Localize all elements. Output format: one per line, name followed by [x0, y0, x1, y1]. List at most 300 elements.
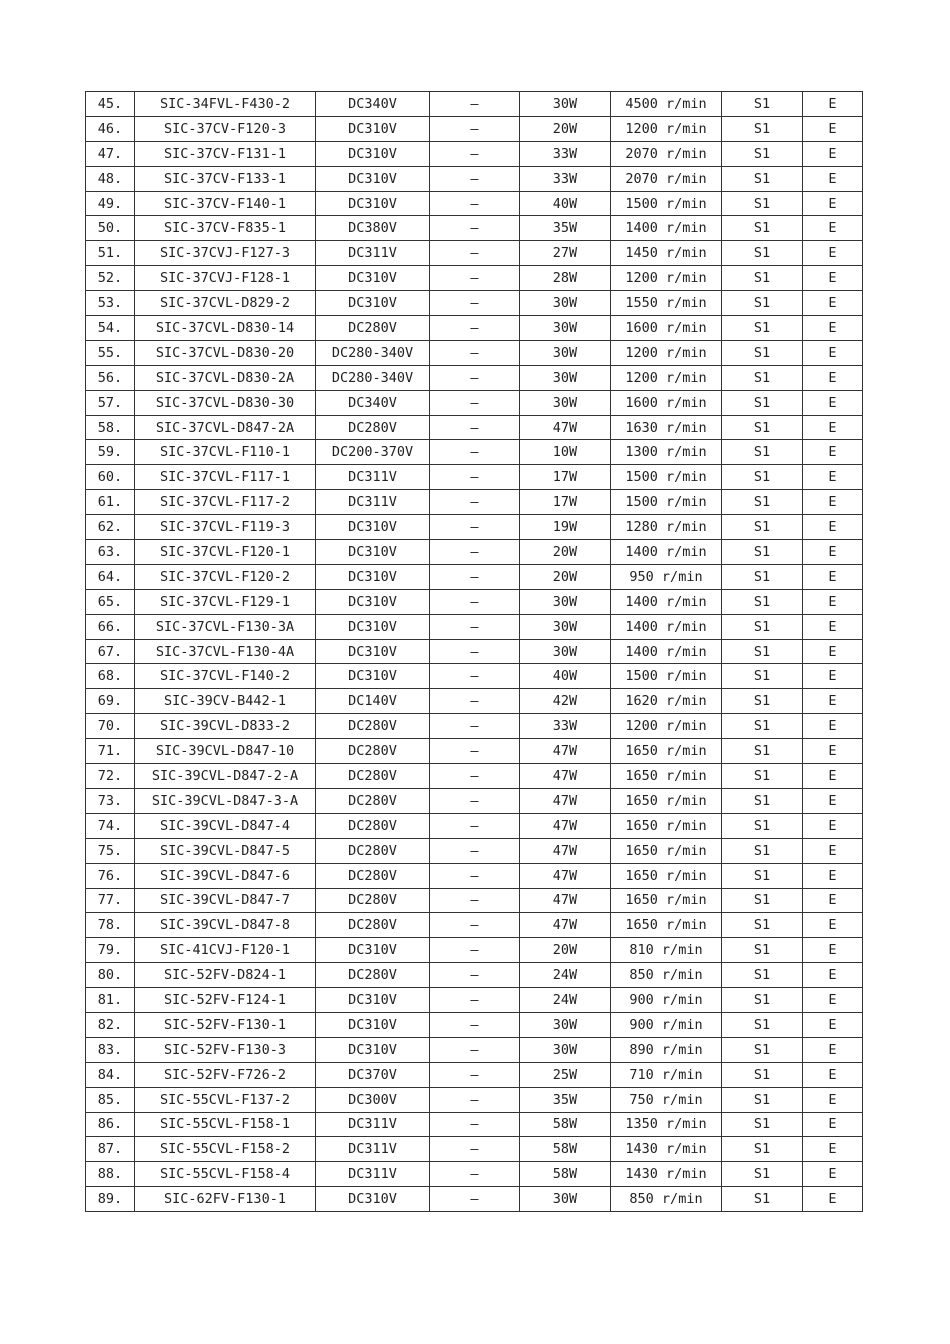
insulation-class-cell: E — [803, 390, 863, 415]
speed-cell: 900 r/min — [611, 988, 722, 1013]
blank-field-cell: — — [430, 291, 520, 316]
insulation-class-cell: E — [803, 340, 863, 365]
voltage-cell: DC380V — [316, 216, 430, 241]
duty-type-cell: S1 — [722, 340, 803, 365]
duty-type-cell: S1 — [722, 913, 803, 938]
table-row — [86, 1187, 863, 1212]
table-row — [86, 216, 863, 241]
model-name-cell: SIC-39CVL-D847-3-A — [135, 788, 316, 813]
blank-field-cell: — — [430, 639, 520, 664]
duty-type-cell: S1 — [722, 1037, 803, 1062]
model-name-cell: SIC-34FVL-F430-2 — [135, 92, 316, 117]
blank-field-cell: — — [430, 465, 520, 490]
speed-cell: 1650 r/min — [611, 888, 722, 913]
power-cell: 17W — [520, 490, 611, 515]
insulation-class-cell: E — [803, 838, 863, 863]
power-cell: 47W — [520, 813, 611, 838]
model-name-cell: SIC-37CVL-F117-2 — [135, 490, 316, 515]
insulation-class-cell: E — [803, 564, 863, 589]
model-name-cell: SIC-37CVL-F119-3 — [135, 515, 316, 540]
model-name-cell: SIC-37CVL-F120-2 — [135, 564, 316, 589]
duty-type-cell: S1 — [722, 540, 803, 565]
blank-field-cell: — — [430, 1012, 520, 1037]
row-number-cell: 49. — [86, 191, 135, 216]
voltage-cell: DC311V — [316, 490, 430, 515]
power-cell: 35W — [520, 216, 611, 241]
speed-cell: 1400 r/min — [611, 614, 722, 639]
model-name-cell: SIC-37CVJ-F127-3 — [135, 241, 316, 266]
insulation-class-cell: E — [803, 988, 863, 1013]
blank-field-cell: — — [430, 515, 520, 540]
duty-type-cell: S1 — [722, 490, 803, 515]
insulation-class-cell: E — [803, 515, 863, 540]
model-name-cell: SIC-39CV-B442-1 — [135, 689, 316, 714]
speed-cell: 1650 r/min — [611, 913, 722, 938]
insulation-class-cell: E — [803, 415, 863, 440]
blank-field-cell: — — [430, 963, 520, 988]
blank-field-cell: — — [430, 1087, 520, 1112]
voltage-cell: DC300V — [316, 1087, 430, 1112]
model-name-cell: SIC-37CVL-F130-4A — [135, 639, 316, 664]
speed-cell: 1450 r/min — [611, 241, 722, 266]
speed-cell: 890 r/min — [611, 1037, 722, 1062]
model-name-cell: SIC-37CVL-F120-1 — [135, 540, 316, 565]
insulation-class-cell: E — [803, 92, 863, 117]
duty-type-cell: S1 — [722, 739, 803, 764]
insulation-class-cell: E — [803, 589, 863, 614]
blank-field-cell: — — [430, 764, 520, 789]
row-number-cell: 69. — [86, 689, 135, 714]
power-cell: 20W — [520, 564, 611, 589]
insulation-class-cell: E — [803, 888, 863, 913]
row-number-cell: 68. — [86, 664, 135, 689]
table-row — [86, 739, 863, 764]
voltage-cell: DC280V — [316, 714, 430, 739]
row-number-cell: 72. — [86, 764, 135, 789]
voltage-cell: DC311V — [316, 1137, 430, 1162]
voltage-cell: DC310V — [316, 614, 430, 639]
insulation-class-cell: E — [803, 365, 863, 390]
insulation-class-cell: E — [803, 241, 863, 266]
row-number-cell: 86. — [86, 1112, 135, 1137]
blank-field-cell: — — [430, 888, 520, 913]
speed-cell: 1620 r/min — [611, 689, 722, 714]
speed-cell: 1200 r/min — [611, 266, 722, 291]
row-number-cell: 46. — [86, 116, 135, 141]
speed-cell: 850 r/min — [611, 963, 722, 988]
power-cell: 30W — [520, 639, 611, 664]
blank-field-cell: — — [430, 988, 520, 1013]
table-row — [86, 764, 863, 789]
table-row — [86, 166, 863, 191]
table-row — [86, 913, 863, 938]
row-number-cell: 65. — [86, 589, 135, 614]
table-row — [86, 1062, 863, 1087]
blank-field-cell: — — [430, 365, 520, 390]
power-cell: 47W — [520, 764, 611, 789]
row-number-cell: 79. — [86, 938, 135, 963]
blank-field-cell: — — [430, 540, 520, 565]
blank-field-cell: — — [430, 913, 520, 938]
row-number-cell: 52. — [86, 266, 135, 291]
voltage-cell: DC310V — [316, 191, 430, 216]
blank-field-cell: — — [430, 1162, 520, 1187]
speed-cell: 1200 r/min — [611, 340, 722, 365]
duty-type-cell: S1 — [722, 564, 803, 589]
row-number-cell: 50. — [86, 216, 135, 241]
power-cell: 58W — [520, 1162, 611, 1187]
speed-cell: 750 r/min — [611, 1087, 722, 1112]
power-cell: 47W — [520, 838, 611, 863]
insulation-class-cell: E — [803, 1187, 863, 1212]
table-row — [86, 390, 863, 415]
table-row — [86, 490, 863, 515]
speed-cell: 1600 r/min — [611, 316, 722, 341]
voltage-cell: DC310V — [316, 116, 430, 141]
insulation-class-cell: E — [803, 788, 863, 813]
voltage-cell: DC311V — [316, 1162, 430, 1187]
model-name-cell: SIC-37CVL-D830-2A — [135, 365, 316, 390]
table-row — [86, 415, 863, 440]
insulation-class-cell: E — [803, 1112, 863, 1137]
model-name-cell: SIC-52FV-F726-2 — [135, 1062, 316, 1087]
row-number-cell: 60. — [86, 465, 135, 490]
row-number-cell: 81. — [86, 988, 135, 1013]
row-number-cell: 82. — [86, 1012, 135, 1037]
speed-cell: 1400 r/min — [611, 639, 722, 664]
power-cell: 30W — [520, 92, 611, 117]
row-number-cell: 83. — [86, 1037, 135, 1062]
power-cell: 25W — [520, 1062, 611, 1087]
row-number-cell: 59. — [86, 440, 135, 465]
duty-type-cell: S1 — [722, 1012, 803, 1037]
row-number-cell: 88. — [86, 1162, 135, 1187]
voltage-cell: DC370V — [316, 1062, 430, 1087]
duty-type-cell: S1 — [722, 1087, 803, 1112]
duty-type-cell: S1 — [722, 440, 803, 465]
insulation-class-cell: E — [803, 938, 863, 963]
insulation-class-cell: E — [803, 116, 863, 141]
row-number-cell: 85. — [86, 1087, 135, 1112]
voltage-cell: DC310V — [316, 1012, 430, 1037]
duty-type-cell: S1 — [722, 639, 803, 664]
model-name-cell: SIC-39CVL-D847-4 — [135, 813, 316, 838]
table-row — [86, 689, 863, 714]
power-cell: 30W — [520, 589, 611, 614]
duty-type-cell: S1 — [722, 415, 803, 440]
table-row — [86, 291, 863, 316]
insulation-class-cell: E — [803, 166, 863, 191]
duty-type-cell: S1 — [722, 664, 803, 689]
model-name-cell: SIC-52FV-F124-1 — [135, 988, 316, 1013]
duty-type-cell: S1 — [722, 813, 803, 838]
model-name-cell: SIC-37CVL-F130-3A — [135, 614, 316, 639]
voltage-cell: DC280V — [316, 963, 430, 988]
table-row — [86, 92, 863, 117]
speed-cell: 1280 r/min — [611, 515, 722, 540]
voltage-cell: DC280V — [316, 415, 430, 440]
row-number-cell: 76. — [86, 863, 135, 888]
power-cell: 30W — [520, 365, 611, 390]
model-name-cell: SIC-52FV-D824-1 — [135, 963, 316, 988]
voltage-cell: DC340V — [316, 92, 430, 117]
voltage-cell: DC310V — [316, 1037, 430, 1062]
duty-type-cell: S1 — [722, 515, 803, 540]
speed-cell: 1650 r/min — [611, 813, 722, 838]
duty-type-cell: S1 — [722, 764, 803, 789]
power-cell: 28W — [520, 266, 611, 291]
duty-type-cell: S1 — [722, 1162, 803, 1187]
speed-cell: 1200 r/min — [611, 116, 722, 141]
speed-cell: 1650 r/min — [611, 838, 722, 863]
speed-cell: 1300 r/min — [611, 440, 722, 465]
duty-type-cell: S1 — [722, 888, 803, 913]
model-name-cell: SIC-39CVL-D847-2-A — [135, 764, 316, 789]
insulation-class-cell: E — [803, 714, 863, 739]
blank-field-cell: — — [430, 1137, 520, 1162]
blank-field-cell: — — [430, 1037, 520, 1062]
speed-cell: 1400 r/min — [611, 216, 722, 241]
speed-cell: 1350 r/min — [611, 1112, 722, 1137]
duty-type-cell: S1 — [722, 116, 803, 141]
blank-field-cell: — — [430, 390, 520, 415]
row-number-cell: 51. — [86, 241, 135, 266]
power-cell: 42W — [520, 689, 611, 714]
voltage-cell: DC311V — [316, 1112, 430, 1137]
model-name-cell: SIC-39CVL-D847-8 — [135, 913, 316, 938]
power-cell: 30W — [520, 390, 611, 415]
duty-type-cell: S1 — [722, 938, 803, 963]
duty-type-cell: S1 — [722, 266, 803, 291]
voltage-cell: DC310V — [316, 166, 430, 191]
duty-type-cell: S1 — [722, 465, 803, 490]
row-number-cell: 56. — [86, 365, 135, 390]
table-row — [86, 988, 863, 1013]
blank-field-cell: — — [430, 863, 520, 888]
duty-type-cell: S1 — [722, 689, 803, 714]
blank-field-cell: — — [430, 92, 520, 117]
table-body — [86, 92, 863, 1212]
insulation-class-cell: E — [803, 764, 863, 789]
voltage-cell: DC140V — [316, 689, 430, 714]
voltage-cell: DC280V — [316, 863, 430, 888]
blank-field-cell: — — [430, 564, 520, 589]
model-name-cell: SIC-37CV-F133-1 — [135, 166, 316, 191]
row-number-cell: 64. — [86, 564, 135, 589]
voltage-cell: DC340V — [316, 390, 430, 415]
blank-field-cell: — — [430, 241, 520, 266]
power-cell: 47W — [520, 788, 611, 813]
table-row — [86, 1137, 863, 1162]
row-number-cell: 48. — [86, 166, 135, 191]
blank-field-cell: — — [430, 490, 520, 515]
voltage-cell: DC310V — [316, 515, 430, 540]
row-number-cell: 87. — [86, 1137, 135, 1162]
speed-cell: 1600 r/min — [611, 390, 722, 415]
insulation-class-cell: E — [803, 1137, 863, 1162]
insulation-class-cell: E — [803, 1087, 863, 1112]
blank-field-cell: — — [430, 191, 520, 216]
model-name-cell: SIC-39CVL-D833-2 — [135, 714, 316, 739]
voltage-cell: DC280V — [316, 788, 430, 813]
duty-type-cell: S1 — [722, 216, 803, 241]
power-cell: 35W — [520, 1087, 611, 1112]
voltage-cell: DC311V — [316, 465, 430, 490]
model-name-cell: SIC-37CVL-F140-2 — [135, 664, 316, 689]
table-row — [86, 1112, 863, 1137]
power-cell: 30W — [520, 1012, 611, 1037]
row-number-cell: 62. — [86, 515, 135, 540]
table-row — [86, 589, 863, 614]
table-row — [86, 639, 863, 664]
blank-field-cell: — — [430, 440, 520, 465]
model-name-cell: SIC-55CVL-F158-1 — [135, 1112, 316, 1137]
voltage-cell: DC310V — [316, 141, 430, 166]
voltage-cell: DC280V — [316, 764, 430, 789]
duty-type-cell: S1 — [722, 714, 803, 739]
duty-type-cell: S1 — [722, 788, 803, 813]
row-number-cell: 66. — [86, 614, 135, 639]
row-number-cell: 53. — [86, 291, 135, 316]
row-number-cell: 74. — [86, 813, 135, 838]
power-cell: 24W — [520, 963, 611, 988]
insulation-class-cell: E — [803, 141, 863, 166]
speed-cell: 710 r/min — [611, 1062, 722, 1087]
table-row — [86, 1087, 863, 1112]
table-row — [86, 116, 863, 141]
row-number-cell: 61. — [86, 490, 135, 515]
model-name-cell: SIC-37CVL-F129-1 — [135, 589, 316, 614]
power-cell: 20W — [520, 540, 611, 565]
table-row — [86, 938, 863, 963]
model-name-cell: SIC-55CVL-F158-4 — [135, 1162, 316, 1187]
model-name-cell: SIC-41CVJ-F120-1 — [135, 938, 316, 963]
row-number-cell: 89. — [86, 1187, 135, 1212]
model-name-cell: SIC-37CVL-F117-1 — [135, 465, 316, 490]
duty-type-cell: S1 — [722, 141, 803, 166]
power-cell: 47W — [520, 888, 611, 913]
speed-cell: 1500 r/min — [611, 191, 722, 216]
table-row — [86, 564, 863, 589]
table-row — [86, 664, 863, 689]
table-row — [86, 540, 863, 565]
voltage-cell: DC280V — [316, 316, 430, 341]
power-cell: 24W — [520, 988, 611, 1013]
power-cell: 33W — [520, 714, 611, 739]
speed-cell: 850 r/min — [611, 1187, 722, 1212]
speed-cell: 1650 r/min — [611, 788, 722, 813]
table-row — [86, 714, 863, 739]
speed-cell: 1430 r/min — [611, 1137, 722, 1162]
insulation-class-cell: E — [803, 689, 863, 714]
blank-field-cell: — — [430, 614, 520, 639]
blank-field-cell: — — [430, 116, 520, 141]
model-name-cell: SIC-37CVL-D830-20 — [135, 340, 316, 365]
insulation-class-cell: E — [803, 540, 863, 565]
model-name-cell: SIC-37CV-F131-1 — [135, 141, 316, 166]
blank-field-cell: — — [430, 689, 520, 714]
table-row — [86, 340, 863, 365]
speed-cell: 1200 r/min — [611, 365, 722, 390]
power-cell: 33W — [520, 141, 611, 166]
row-number-cell: 84. — [86, 1062, 135, 1087]
insulation-class-cell: E — [803, 291, 863, 316]
model-name-cell: SIC-37CVL-D847-2A — [135, 415, 316, 440]
voltage-cell: DC280V — [316, 838, 430, 863]
row-number-cell: 45. — [86, 92, 135, 117]
speed-cell: 2070 r/min — [611, 166, 722, 191]
model-name-cell: SIC-37CVL-D830-14 — [135, 316, 316, 341]
duty-type-cell: S1 — [722, 1187, 803, 1212]
voltage-cell: DC280V — [316, 739, 430, 764]
voltage-cell: DC280-340V — [316, 365, 430, 390]
blank-field-cell: — — [430, 1187, 520, 1212]
row-number-cell: 54. — [86, 316, 135, 341]
row-number-cell: 73. — [86, 788, 135, 813]
power-cell: 47W — [520, 739, 611, 764]
speed-cell: 810 r/min — [611, 938, 722, 963]
row-number-cell: 78. — [86, 913, 135, 938]
duty-type-cell: S1 — [722, 838, 803, 863]
row-number-cell: 75. — [86, 838, 135, 863]
table-row — [86, 440, 863, 465]
blank-field-cell: — — [430, 316, 520, 341]
model-name-cell: SIC-39CVL-D847-5 — [135, 838, 316, 863]
insulation-class-cell: E — [803, 490, 863, 515]
model-name-cell: SIC-37CVL-D830-30 — [135, 390, 316, 415]
insulation-class-cell: E — [803, 639, 863, 664]
row-number-cell: 58. — [86, 415, 135, 440]
row-number-cell: 80. — [86, 963, 135, 988]
row-number-cell: 47. — [86, 141, 135, 166]
model-name-cell: SIC-39CVL-D847-7 — [135, 888, 316, 913]
power-cell: 30W — [520, 614, 611, 639]
insulation-class-cell: E — [803, 266, 863, 291]
insulation-class-cell: E — [803, 191, 863, 216]
duty-type-cell: S1 — [722, 1137, 803, 1162]
voltage-cell: DC310V — [316, 1187, 430, 1212]
table-row — [86, 838, 863, 863]
table-row — [86, 191, 863, 216]
model-name-cell: SIC-39CVL-D847-6 — [135, 863, 316, 888]
speed-cell: 1200 r/min — [611, 714, 722, 739]
power-cell: 47W — [520, 415, 611, 440]
table-row — [86, 316, 863, 341]
duty-type-cell: S1 — [722, 316, 803, 341]
blank-field-cell: — — [430, 166, 520, 191]
duty-type-cell: S1 — [722, 863, 803, 888]
model-name-cell: SIC-37CV-F140-1 — [135, 191, 316, 216]
duty-type-cell: S1 — [722, 589, 803, 614]
voltage-cell: DC280V — [316, 913, 430, 938]
blank-field-cell: — — [430, 415, 520, 440]
table-row — [86, 863, 863, 888]
blank-field-cell: — — [430, 838, 520, 863]
speed-cell: 1550 r/min — [611, 291, 722, 316]
row-number-cell: 71. — [86, 739, 135, 764]
blank-field-cell: — — [430, 216, 520, 241]
blank-field-cell: — — [430, 813, 520, 838]
row-number-cell: 63. — [86, 540, 135, 565]
duty-type-cell: S1 — [722, 92, 803, 117]
model-name-cell: SIC-37CVJ-F128-1 — [135, 266, 316, 291]
blank-field-cell: — — [430, 589, 520, 614]
voltage-cell: DC310V — [316, 291, 430, 316]
table-row — [86, 465, 863, 490]
insulation-class-cell: E — [803, 813, 863, 838]
power-cell: 33W — [520, 166, 611, 191]
insulation-class-cell: E — [803, 1012, 863, 1037]
